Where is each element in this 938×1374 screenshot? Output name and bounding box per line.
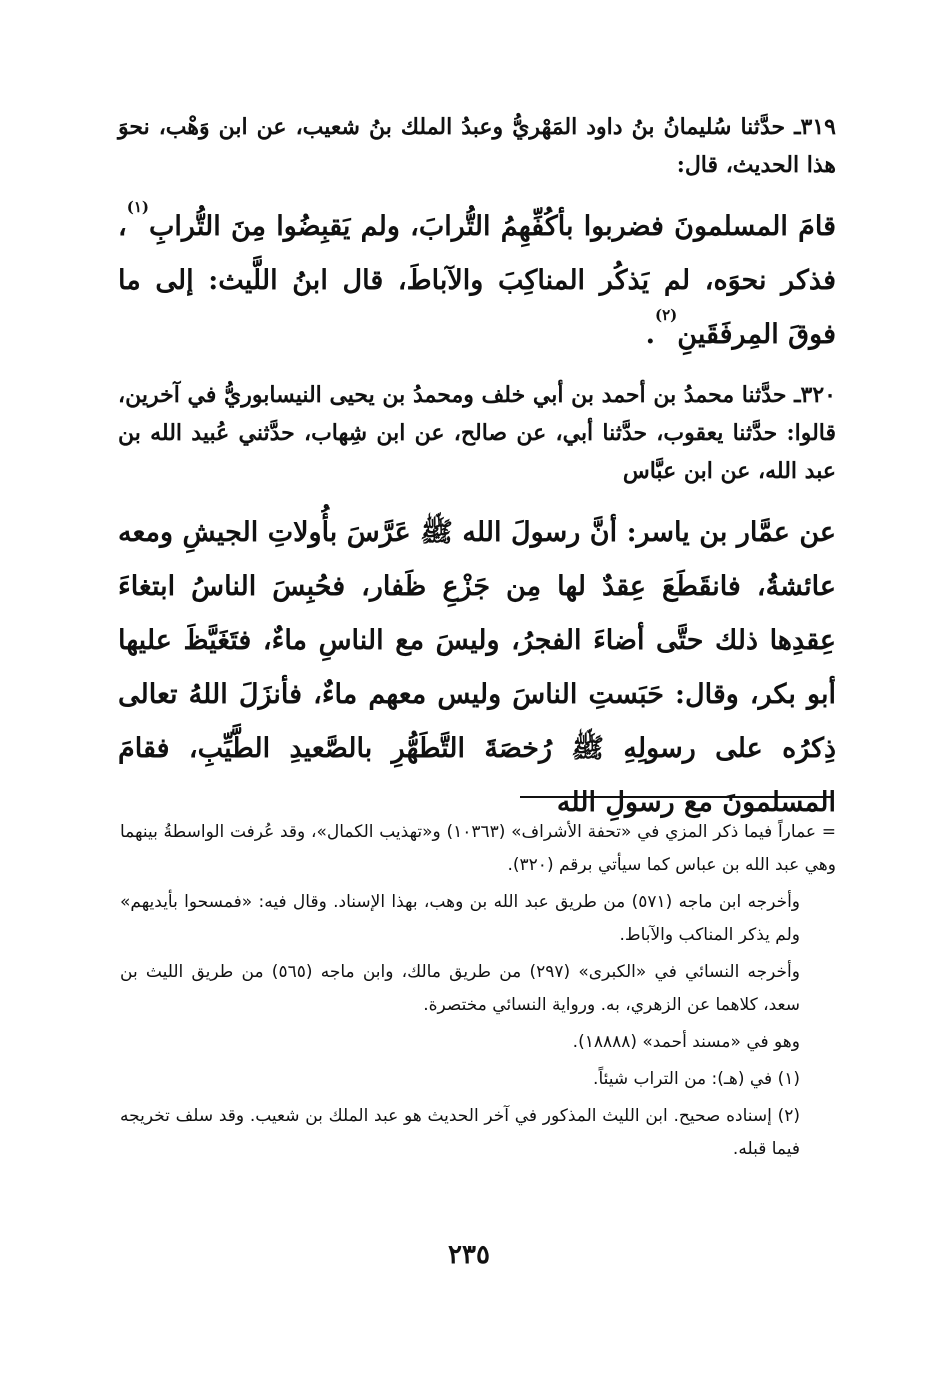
footnote-takhrij-nasai: وأخرجه النسائي في «الكبرى» (٢٩٧) من طريق مالك، وابن ماجه (٥٦٥) من طريق الليث بن سعد، كلاهما عن الزهري، به. ورواية النسائي مختصرة. [120,962,800,1015]
footnote-ref-2: (٢) [655,306,678,324]
footnotes [120,816,836,1170]
hadith-320-matn: عن عمَّار بن ياسر: أنَّ رسولَ الله ﷺ عَرَّسَ بأُولاتِ الجيشِ ومعه عائشةُ، فانقَطَعَ عِقدٌ لها مِن جَزْعِ ظَفار، فحُبِسَ الناسُ ابتغاءَ عِقدِها ذلك حتَّى أضاءَ الفجرُ، وليسَ مع الناسِ ماءٌ، فتَغَيَّظَ عليها أبو بكر، وقال: حَبَستِ الناسَ وليس معهم ماءٌ، فأنزَلَ اللهُ تعالى ذِكرُه على رسولِهِ ﷺ رُخصَةَ التَّطَهُّرِ بالصَّعيدِ الطَّيِّبِ، فقامَ المسلمونَ مع رسولِ الله [118,517,836,818]
footnote-takhrij-ibn-majah: وأخرجه ابن ماجه (٥٧١) من طريق عبد الله بن وهب، بهذا الإسناد. وقال فيه: «فمسحوا بأيديهم» ولم يذكر المناكب والآباط. [120,892,801,945]
footnote-continuation: = عماراً فيما ذكر المزي في «تحفة الأشراف» (١٠٣٦٣) و«تهذيب الكمال»، وقد عُرفت الواسطةُ بينهما وهي عبد الله بن عباس كما سيأتي برقم (٣٢٠). [120,822,836,875]
footnote-2: (٢) إسناده صحيح. ابن الليث المذكور في آخر الحديث هو عبد الملك بن شعيب. وقد سلف تخريجه فيما قبله. [120,1106,800,1159]
hadith-319-matn-end: . [645,319,655,350]
hadith-319-matn [118,200,836,362]
hadith-319-matn-text: قامَ المسلمونَ فضربوا بأكُفِّهِمُ التُّرابَ، ولم يَقبِضُوا مِنَ التُّرابِ [149,211,836,242]
page-number: ٢٣٥ [448,1240,490,1270]
footnote-separator [520,796,832,798]
hadith-320-chain: ٣٢٠ـ حدَّثنا محمدُ بن أحمد بن أبي خلف ومحمدُ بن يحيى النيسابوريُّ في آخرين، قالوا: حدَّثنا يعقوب، حدَّثنا أبي، عن صالح، عن ابن شِهاب، حدَّثني عُبيد الله بن عبد الله، عن ابن عبَّاس [118,382,836,484]
hadith-319-matn-continued: ، فذكر نحوَه، لم يَذكُر المناكِبَ والآباطَ، قال ابنُ اللَّيث: إلى ما فوقَ المِرفَقَينِ [118,211,836,350]
footnote-ref-1: (١) [126,198,149,216]
footnote-musnad-ahmad: وهو في «مسند أحمد» (١٨٨٨٨). [572,1032,800,1052]
hadith-319-chain: ٣١٩ـ حدَّثنا سُليمانُ بنُ داود المَهْريُّ وعبدُ الملك بنُ شعيب، عن ابن وَهْب، نحوَ هذا الحديث، قال: [118,114,836,178]
footnote-1: (١) في (هـ): من التراب شيئاً. [593,1069,800,1089]
main-text [118,108,836,844]
